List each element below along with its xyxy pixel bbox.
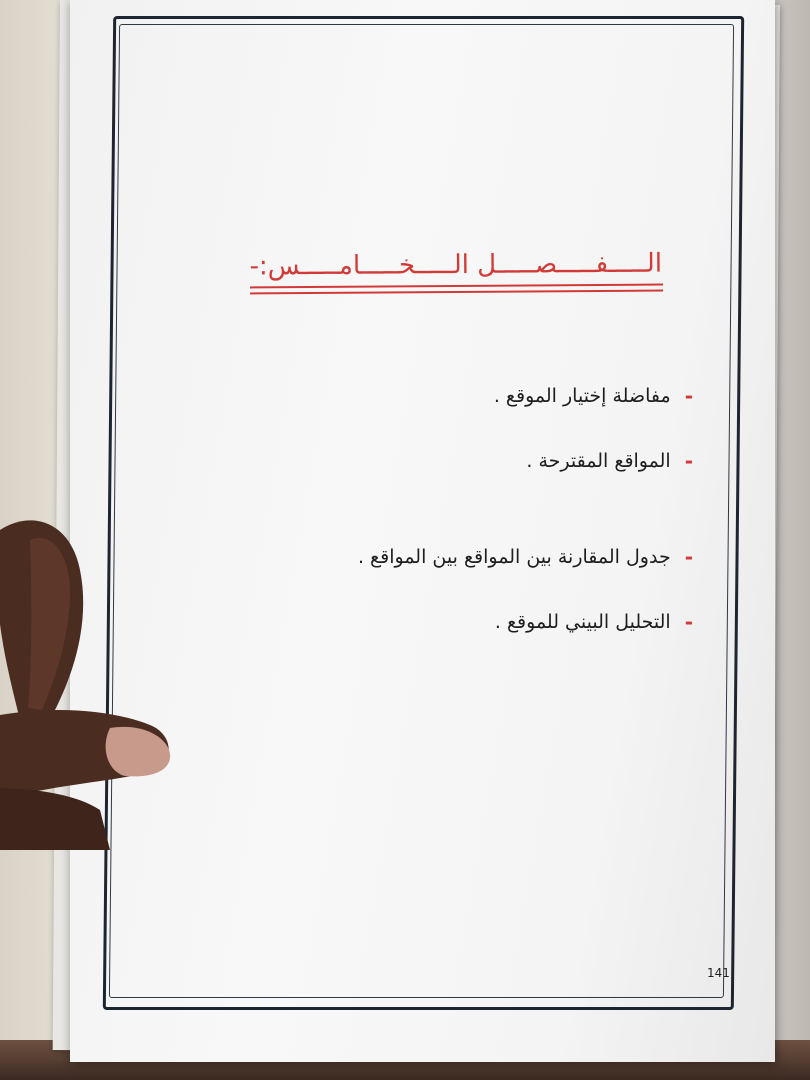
- bullet-dash-icon: -: [684, 449, 693, 473]
- page-number: 141: [707, 966, 730, 980]
- holding-hand-icon: [0, 510, 180, 850]
- topic-item: [494, 384, 693, 408]
- topic-item: [495, 610, 693, 634]
- bullet-dash-icon: -: [684, 545, 693, 569]
- bullet-dash-icon: -: [684, 384, 693, 408]
- topic-text: المواقع المقترحة .: [526, 450, 671, 472]
- topic-item: [526, 449, 693, 473]
- topic-item: [358, 545, 693, 569]
- page-border-inner: [109, 24, 734, 998]
- topic-text: التحليل البيني للموقع .: [494, 611, 671, 633]
- topic-text: مفاضلة إختيار الموقع .: [493, 385, 671, 407]
- bullet-dash-icon: -: [684, 610, 693, 634]
- topic-text: جدول المقارنة بين المواقع بين المواقع .: [357, 546, 671, 568]
- chapter-title: الـــــفـــــصـــــل الـــــخـــــامـــــس:-: [249, 248, 663, 282]
